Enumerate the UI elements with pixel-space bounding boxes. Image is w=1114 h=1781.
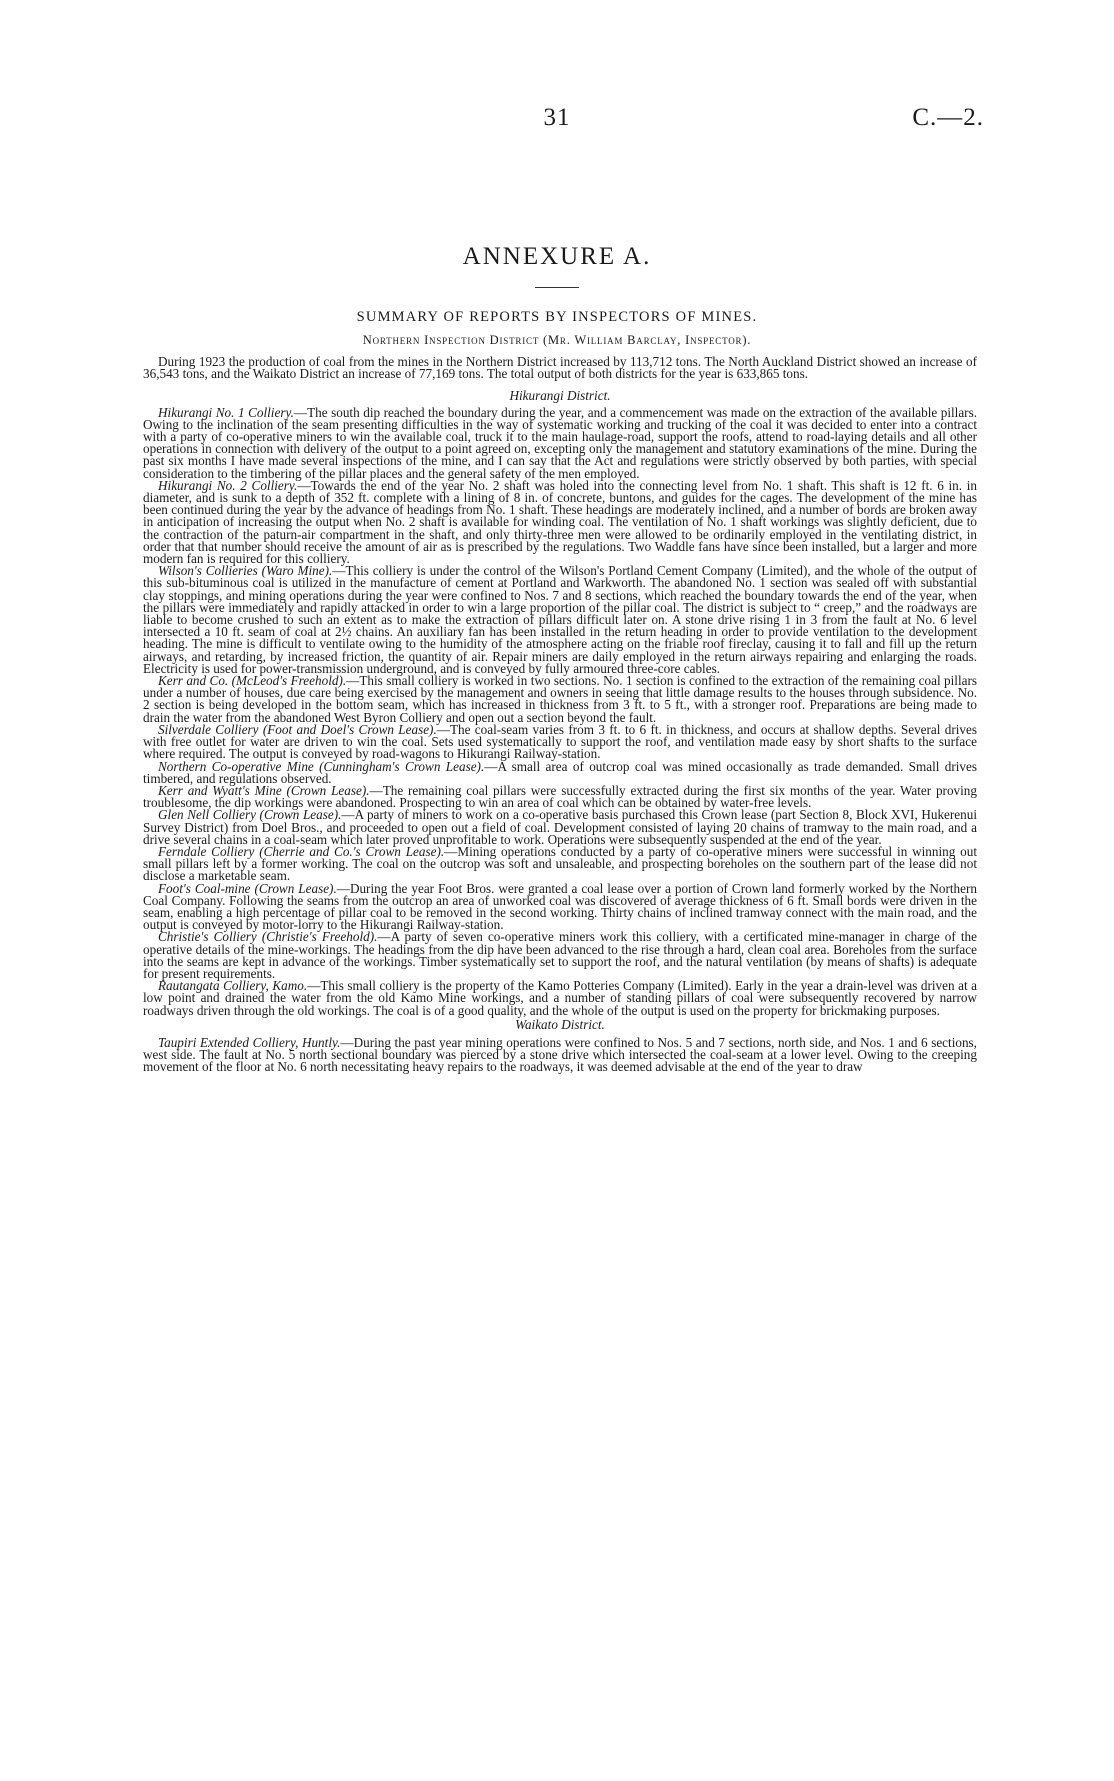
paragraph-ferndale-colliery [143, 843, 977, 884]
paragraph-title: Christie's Colliery (Christie's Freehold). [158, 929, 378, 945]
paragraph-text: —Mining operations conducted by a party of co-operative miners were successful in winning out small pillars left by a former working. The coal on the outcrop was soft and unsaleable, and prospecting boreholes on the southern part of the lease did not disclose a marketable seam. [143, 843, 977, 884]
summary-title: SUMMARY OF REPORTS BY INSPECTORS OF MINES. [356, 309, 758, 325]
paragraph-text: —During the year Foot Bros. were granted a coal lease over a portion of Crown land formerly worked by the Northern Coal Company. Following the seams from the outcrop an area of unworked coal was discovered of average thickness of 6 ft. Small bords were driven in the seam, enabling a high percentage of pillar coal to be removed in the second working. Thirty chains of inclined tramway connect with the main road, and the output is conveyed by motor-lorry to the Hikurangi Railway-station. [143, 880, 977, 933]
paragraph-title: Silverdale Colliery (Foot and Doel's Crown Lease). [158, 721, 437, 737]
paragraph-kerr-and-co [143, 675, 977, 724]
title-divider [535, 287, 579, 288]
paragraph-kerr-and-wyatt [143, 782, 977, 811]
paragraph-text: —This small colliery is worked in two sections. No. 1 section is confined to the extraction of the remaining coal pillars under a number of houses, due care being exercised by the management and owners in seeing that little damage results to the houses through subsidence. No. 2 section is being developed in the bottom seam, which has increased in thickness from 3 ft. to 5 ft., with a stronger roof. Preparations are being made to drain the water from the abandoned West Byron Colliery and open out a section beyond the fault. [143, 673, 977, 725]
paragraph-northern-co-operative [143, 758, 977, 786]
paragraph-wilsons-collieries [143, 565, 977, 675]
paragraph-rautangata-colliery [143, 980, 977, 1017]
paragraph-hikurangi-no-1 [143, 404, 978, 481]
paragraph-foots-coal-mine [143, 880, 977, 933]
annexure-title: ANNEXURE A. [462, 243, 652, 270]
page-header [0, 104, 1114, 134]
paragraph-text: —A small area of outcrop coal was mined occasionally as trade demanded. Small drives timbered, and regulations observed. [143, 758, 977, 786]
paragraph-title: Taupiri Extended Colliery, Huntly. [158, 1034, 341, 1050]
paragraph-text: —A party of seven co-operative miners work this colliery, with a certificated mine-manager in charge of the operative details of the mine-workings. The headings from the dip have been advanced to the rise through a hard, clean coal area. Boreholes from the surface into the seams are kept in advance of the workings. Timber systematically set to support the roof, and the natural ventilation (by means of shafts) is adequate for present requirements. [143, 929, 977, 981]
paragraph-title: Kerr and Wyatt's Mine (Crown Lease). [158, 782, 370, 798]
paragraph-taupiri-extended [143, 1034, 977, 1075]
paragraph-text: —This colliery is under the control of the Wilson's Portland Cement Company (Limited), and the whole of the output of this sub-bituminous coal is utilized in the manufacture of cement at Portland and Warkworth. The abandoned No. 1 section was sealed off with substantial clay stoppings, and mining operations during the year were confined to Nos. 7 and 8 sections, which reached the boundary towards the end of the year, when the pillars were immediately and rapidly attacked in order to win a large proportion of the pillar coal. The district is subject to “ creep,” and the roadways are liable to become crushed to such an extent as to make the extraction of pillars difficult later on. A stone drive rising 1 in 3 from the fault at No. 6 level intersected a 10 ft. seam of coal at 2½ chains. An auxiliary fan has been installed in the return heading in order to provide ventilation to the development heading. The mine is difficult to ventilate owing to the humidity of the atmosphere acting on the friable roof fireclay, causing it to fall and fill up the return airways, and retarding, by increased friction, the quantity of air. Repair miners are daily employed in the return airways repairing and enlarging the roads. Electricity is used for power-transmission underground, and is conveyed by fully armoured three-core cables. [143, 563, 977, 676]
section-heading-hikurangi: Hikurangi District. [509, 388, 611, 404]
paragraph-text: —The remaining coal pillars were successfully extracted during the first six months of the year. Water proving troublesome, the dip workings were abandoned. Prospecting to win an area of coal which can be obtained by water-free levels. [143, 782, 977, 811]
paragraph-glen-nell-colliery [143, 809, 977, 846]
paragraph-text: —During the past year mining operations were confined to Nos. 5 and 7 sections, north side, and Nos. 1 and 6 sections, west side. The fault at No. 5 north sectional boundary was pierced by a stone drive which intersected the coal-seam at a lower level. Owing to the creeping movement of the floor at No. 6 north necessitating heavy repairs to the roadways, it was deemed advisable at the end of the year to draw [143, 1034, 977, 1075]
paragraph-title: Rautangata Colliery, Kamo. [158, 978, 308, 994]
page-number: 31 [543, 104, 571, 131]
paragraph-title: Glen Nell Colliery (Crown Lease). [158, 807, 342, 823]
document-reference: C.—2. [912, 104, 984, 131]
document-body [143, 356, 977, 1074]
paragraph-text: —The coal-seam varies from 3 ft. to 6 ft. in thickness, and occurs at shallow depths. Several drives with free outlet for water are driven to win the coal. Sets used systematically to support the roof, and ventilation made easy by short shafts to the surface where required. The output is conveyed by road-wagons to Hikurangi Railway-station. [143, 721, 977, 762]
paragraph-title: Northern Co-operative Mine (Cunningham's Crown Lease). [158, 758, 485, 774]
paragraph-text: —This small colliery is the property of the Kamo Potteries Company (Limited). Early in the year a drain-level was driven at a low point and drained the water from the old Kamo Mine workings, and a number of standing pillars of coal were subsequently recovered by narrow roadways driven through the old workings. The coal is of a good quality, and the whole of the output is used on the property for brickmaking purposes. [143, 978, 977, 1018]
paragraph-text: —The south dip reached the boundary during the year, and a commencement was made on the extraction of the available pillars. Owing to the inclination of the seam presenting difficulties in the way of systematic working and trucking of the coal it was decided to enter into a contract with a party of co-operative miners to win the available coal, truck it to the main haulage-road, support the roofs, attend to road-laying details and all other operations in connection with delivery of the output to a point agreed on, excepting only the management and statutory examinations of the mine. During the past six months I have made several inspections of the mine, and I can say that the Act and regulations were strictly observed by both parties, with special consideration to the timbering of the pillar places and the general safety of the men employed. [143, 404, 978, 481]
intro-paragraph: During 1923 the production of coal from the mines in the Northern District increased by 113,712 tons. The North Auckland District showed an increase of 36,543 tons, and the Waikato District an increase of 77,169 tons. The total output of both districts for the year is 633,865 tons. [143, 354, 977, 382]
paragraph-text: —A party of miners to work on a co-operative basis purchased this Crown lease (part Section 8, Block XVI, Hukerenui Survey District) from Doel Bros., and proceeded to open out a field of coal. Development consisted of laying 20 chains of tramway to the main road, and a drive several chains in a coal-seam which later proved unprofitable to work. Operations were subsequently suspended at the end of the year. [143, 807, 977, 847]
paragraph-title: Hikurangi No. 1 Colliery. [158, 404, 294, 420]
inspection-district-line: Northern Inspection District (Mr. William Barclay, Inspector). [362, 333, 752, 347]
section-heading-waikato: Waikato District. [515, 1016, 605, 1032]
paragraph-title: Foot's Coal-mine (Crown Lease). [158, 880, 337, 896]
paragraph-title: Hikurangi No. 2 Colliery. [158, 477, 298, 493]
paragraph-title: Wilson's Collieries (Waro Mine). [158, 563, 333, 579]
paragraph-christies-colliery [143, 931, 977, 980]
paragraph-title: Ferndale Colliery (Cherrie and Co.'s Crown Lease). [158, 843, 445, 859]
paragraph-hikurangi-no-2 [143, 477, 977, 567]
paragraph-text: —Towards the end of the year No. 2 shaft was holed into the connecting level from No. 1 shaft. This shaft is 12 ft. 6 in. in diameter, and is sunk to a depth of 352 ft. complete with a lining of 8 in. of concrete, buntons, and guides for the cages. The development of the mine has been continued during the year by the advance of headings from No. 1 shaft. These headings are moderately inclined, and a number of bords are broken away in anticipation of increasing the output when No. 2 shaft is available for winding coal. The ventilation of No. 1 shaft workings was slightly deficient, due to the contraction of the paturn-air compartment in the shaft, and only thirty-three men were allowed to be ordinarily employed in the ventilating district, in order that that number should receive the amount of air as is prescribed by the regulations. Two Waddle fans have since been installed, but a larger and more modern fan is required for this colliery. [143, 477, 977, 567]
paragraph-title: Kerr and Co. (McLeod's Freehold). [158, 673, 347, 689]
paragraph-silverdale-colliery [143, 721, 977, 762]
